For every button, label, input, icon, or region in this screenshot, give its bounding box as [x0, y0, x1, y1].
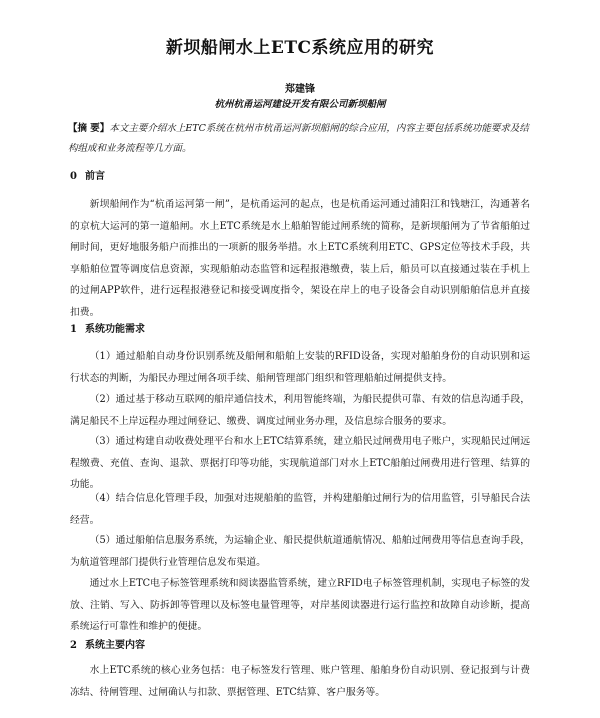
paper-title: 新坝船闸水上ETC系统应用的研究 — [165, 38, 435, 58]
paragraph: （4）结合信息化管理手段，加强对违规船舶的监管，并构建船舶过闸行为的信用监管，引导船民合法经营。 — [70, 493, 530, 526]
section-number: 1 — [70, 324, 77, 335]
paragraph: 新坝船闸作为“杭甬运河第一闸”，是杭甬运河的起点，也是杭甬运河通过浦阳江和钱塘江，沟通著名的京杭大运河的第一道船闸。水上ETC系统是水上船舶智能过闸系统的简称，是新坝船闸为了节省船舶过闸时间，更好地服务船户而推出的一项新的服务举措。水上ETC系统利用ETC、GPS定位等技术手段，共享船舶位置等调度信息资源，实现船舶动态监管和远程报港缴费，装上后，船员可以直接通过装在手机上的过闸APP软件，进行远程报港登记和接受调度指令，架设在岸上的电子设备会自动识别船舶信息并直接扣费。 — [70, 199, 530, 318]
abstract-text: 本文主要介绍水上ETC系统在杭州市杭甬运河新坝船闸的综合应用，内容主要包括系统功能要求及结构组成和业务流程等几方面。 — [68, 123, 529, 154]
paragraph: （5）通过船舶信息服务系统，为运输企业、船民提供航道通航情况、船舶过闸费用等信息查询手段，为航道管理部门提供行业管理信息发布渠道。 — [70, 535, 530, 568]
paragraph: 通过水上ETC电子标签管理系统和阅读器监管系统，建立RFID电子标签管理机制，实现电子标签的发放、注销、写入、防拆卸等管理以及标签电量管理等，对岸基阅读器进行运行监控和故障自动诊断，提高系统运行可靠性和维护的便捷。 — [70, 578, 530, 632]
abstract — [68, 119, 530, 159]
section-number: 0 — [70, 171, 77, 182]
paragraph: （1）通过船舶自动身份识别系统及船闸和船舶上安装的RFID设备，实现对船舶身份的自动识别和运行状态的判断，为船民办理过闸各项手续、船闸管理部门组织和管理船舶过闸提供支持。 — [70, 351, 530, 384]
section-title: 系统功能需求 — [84, 324, 145, 335]
section-heading-0 — [70, 167, 105, 182]
section-heading-2 — [70, 636, 145, 651]
section-title: 前言 — [84, 171, 105, 182]
paragraph: （3）通过构建自动收费处理平台和水上ETC结算系统，建立船民过闸费用电子账户，实现船民过闸远程缴费、充值、查询、退款、票据打印等功能，实现航道部门对水上ETC船舶过闸费用进行管理、结算的功能。 — [70, 436, 530, 490]
section-title: 系统主要内容 — [84, 640, 145, 651]
author-name: 郑建锋 — [285, 84, 315, 95]
author-affiliation: 杭州杭甬运河建设开发有限公司新坝船闸 — [214, 99, 386, 110]
paragraph: （2）通过基于移动互联网的船岸通信技术，利用智能终端，为船民提供可靠、有效的信息沟通手段，满足船民不上岸远程办理过闸登记、缴费、调度过闸业务办理，及信息综合服务的要求。 — [70, 394, 530, 427]
paragraph: 水上ETC系统的核心业务包括：电子标签发行管理、账户管理、船舶身份自动识别、登记报到与计费冻结、待闸管理、过闸确认与扣款、票据管理、ETC结算、客户服务等。 — [70, 665, 530, 698]
section-number: 2 — [70, 640, 77, 651]
section-heading-1 — [70, 320, 145, 335]
abstract-tag: 【摘 要】 — [68, 123, 110, 134]
